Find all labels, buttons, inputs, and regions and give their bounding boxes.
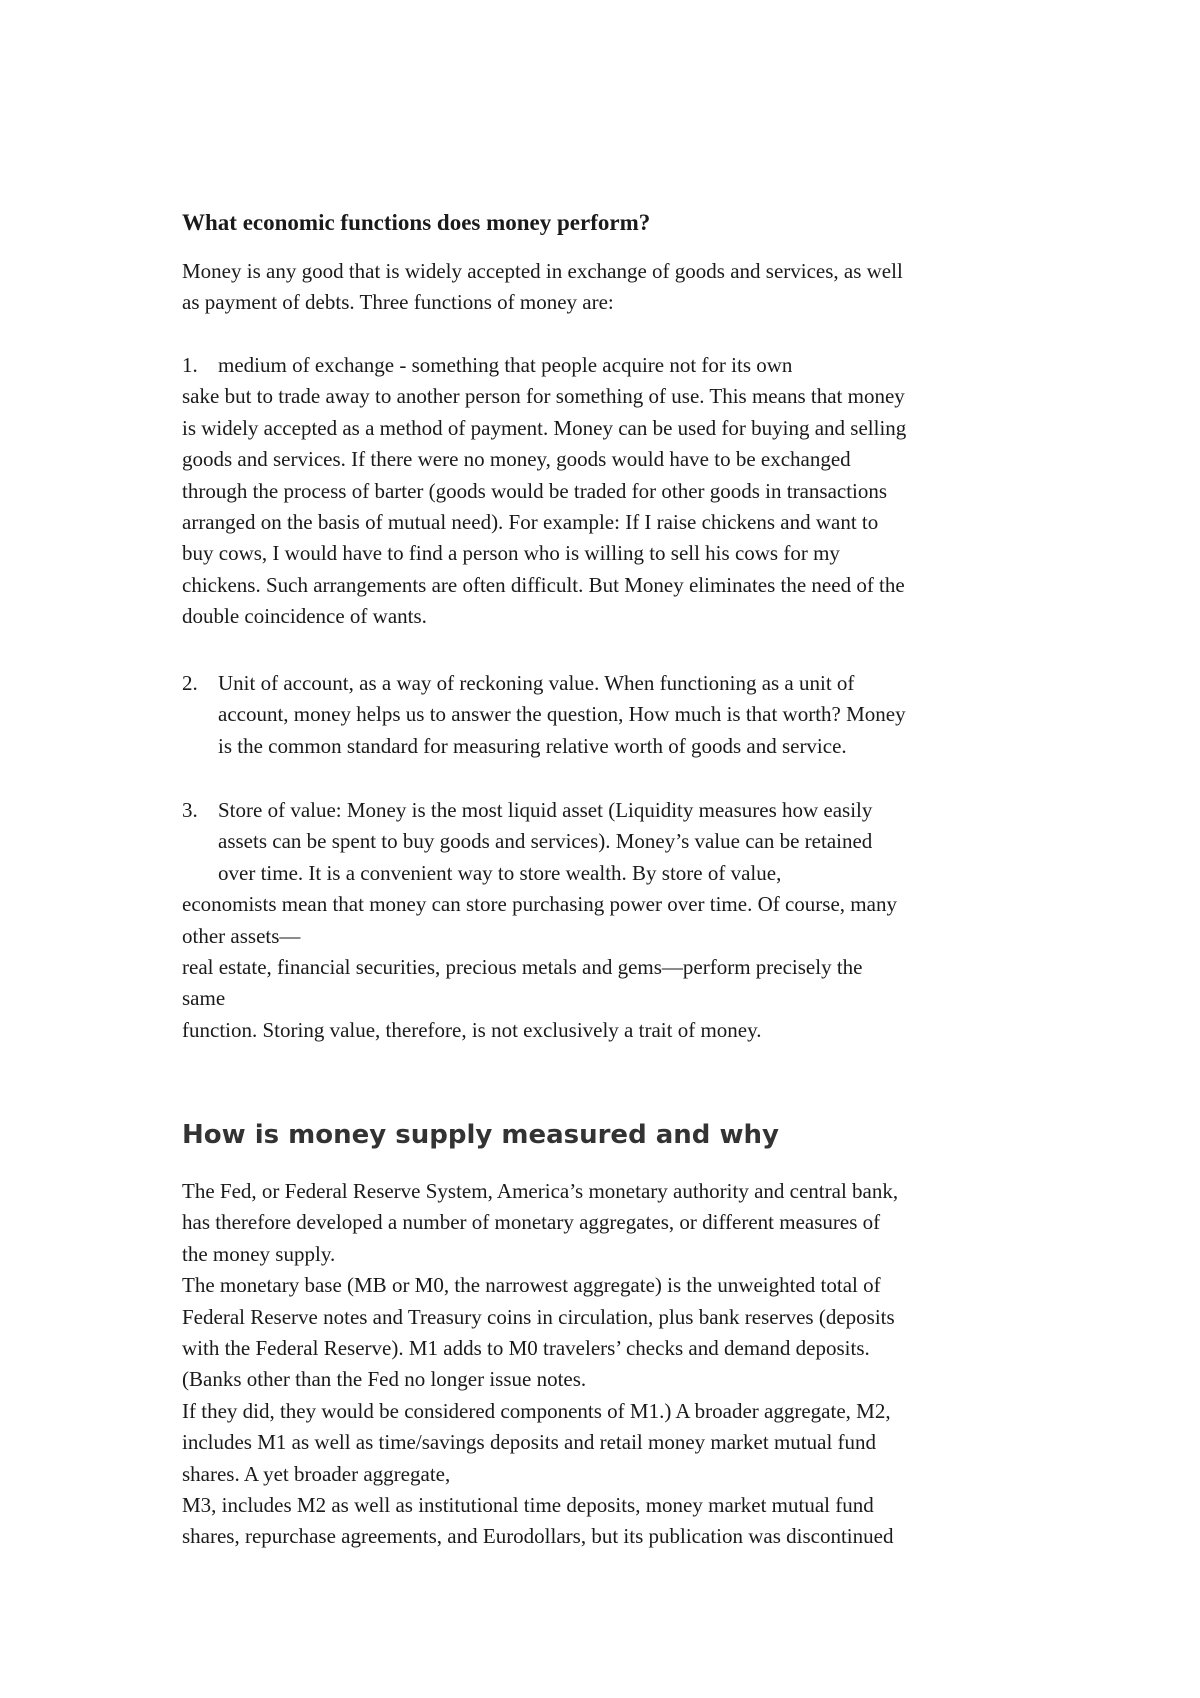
text-line: If they did, they would be considered components of M1.) A broader aggregate, M2, bbox=[182, 1398, 891, 1423]
section-heading-money-functions: What economic functions does money perform? bbox=[182, 210, 651, 235]
text-line: account, money helps us to answer the question, How much is that worth? Money bbox=[218, 702, 906, 727]
list-item-store-of-value bbox=[182, 795, 1082, 1046]
text-line: as payment of debts. Three functions of money are: bbox=[182, 290, 614, 315]
text-line: over time. It is a convenient way to store wealth. By store of value, bbox=[218, 860, 782, 885]
text-line: arranged on the basis of mutual need). For example: If I raise chickens and want to bbox=[182, 510, 879, 535]
list-number: 1. bbox=[182, 353, 198, 377]
list-item-unit-of-account bbox=[182, 668, 1082, 762]
list-number: 2. bbox=[182, 671, 198, 695]
text-line: function. Storing value, therefore, is not exclusively a trait of money. bbox=[182, 1017, 762, 1042]
text-line: through the process of barter (goods would be traded for other goods in transactions bbox=[182, 478, 888, 503]
text-line: The monetary base (MB or M0, the narrowest aggregate) is the unweighted total of bbox=[182, 1273, 881, 1298]
text-line: other assets— bbox=[182, 923, 301, 948]
text-line: is widely accepted as a method of payment. Money can be used for buying and selling bbox=[182, 415, 907, 440]
text-line: shares, repurchase agreements, and Eurodollars, but its publication was discontinued bbox=[182, 1524, 894, 1549]
money-supply-paragraph bbox=[182, 1176, 1082, 1553]
text-line: same bbox=[182, 986, 226, 1011]
text-line: sake but to trade away to another person for something of use. This means that money bbox=[182, 384, 905, 409]
list-number: 3. bbox=[182, 798, 198, 822]
text-line: real estate, financial securities, precious metals and gems—perform precisely the bbox=[182, 955, 863, 980]
text-line: (Banks other than the Fed no longer issue notes. bbox=[182, 1367, 587, 1392]
list-item-first-line bbox=[182, 668, 1082, 699]
text-line: double coincidence of wants. bbox=[182, 604, 427, 629]
text-line: with the Federal Reserve). M1 adds to M0 travelers’ checks and demand deposits. bbox=[182, 1336, 870, 1361]
text-line: includes M1 as well as time/savings deposits and retail money market mutual fund bbox=[182, 1430, 877, 1455]
text-line: Store of value: Money is the most liquid asset (Liquidity measures how easily bbox=[218, 798, 873, 822]
text-line: buy cows, I would have to find a person who is willing to sell his cows for my bbox=[182, 541, 840, 566]
text-line: medium of exchange - something that people acquire not for its own bbox=[218, 353, 793, 377]
list-item-first-line bbox=[182, 795, 1082, 826]
list-item-medium-of-exchange bbox=[182, 350, 1082, 633]
section-heading-money-supply: How is money supply measured and why bbox=[182, 1120, 779, 1150]
text-line: Federal Reserve notes and Treasury coins in circulation, plus bank reserves (deposits bbox=[182, 1304, 895, 1329]
text-line: economists mean that money can store purchasing power over time. Of course, many bbox=[182, 892, 897, 917]
text-line: is the common standard for measuring relative worth of goods and service. bbox=[218, 733, 847, 758]
text-line: Unit of account, as a way of reckoning value. When functioning as a unit of bbox=[218, 671, 855, 695]
text-line: M3, includes M2 as well as institutional time deposits, money market mutual fund bbox=[182, 1493, 874, 1518]
text-line: Money is any good that is widely accepted in exchange of goods and services, as well bbox=[182, 259, 903, 283]
intro-paragraph bbox=[182, 256, 1082, 319]
text-line: goods and services. If there were no money, goods would have to be exchanged bbox=[182, 447, 851, 472]
text-line: shares. A yet broader aggregate, bbox=[182, 1461, 451, 1486]
text-line: has therefore developed a number of monetary aggregates, or different measures of bbox=[182, 1210, 881, 1235]
text-line: the money supply. bbox=[182, 1241, 336, 1266]
text-line: chickens. Such arrangements are often difficult. But Money eliminates the need of the bbox=[182, 572, 905, 597]
text-line: The Fed, or Federal Reserve System, America’s monetary authority and central bank, bbox=[182, 1179, 899, 1203]
text-line: assets can be spent to buy goods and services). Money’s value can be retained bbox=[218, 829, 873, 854]
list-item-first-line bbox=[182, 350, 1082, 381]
